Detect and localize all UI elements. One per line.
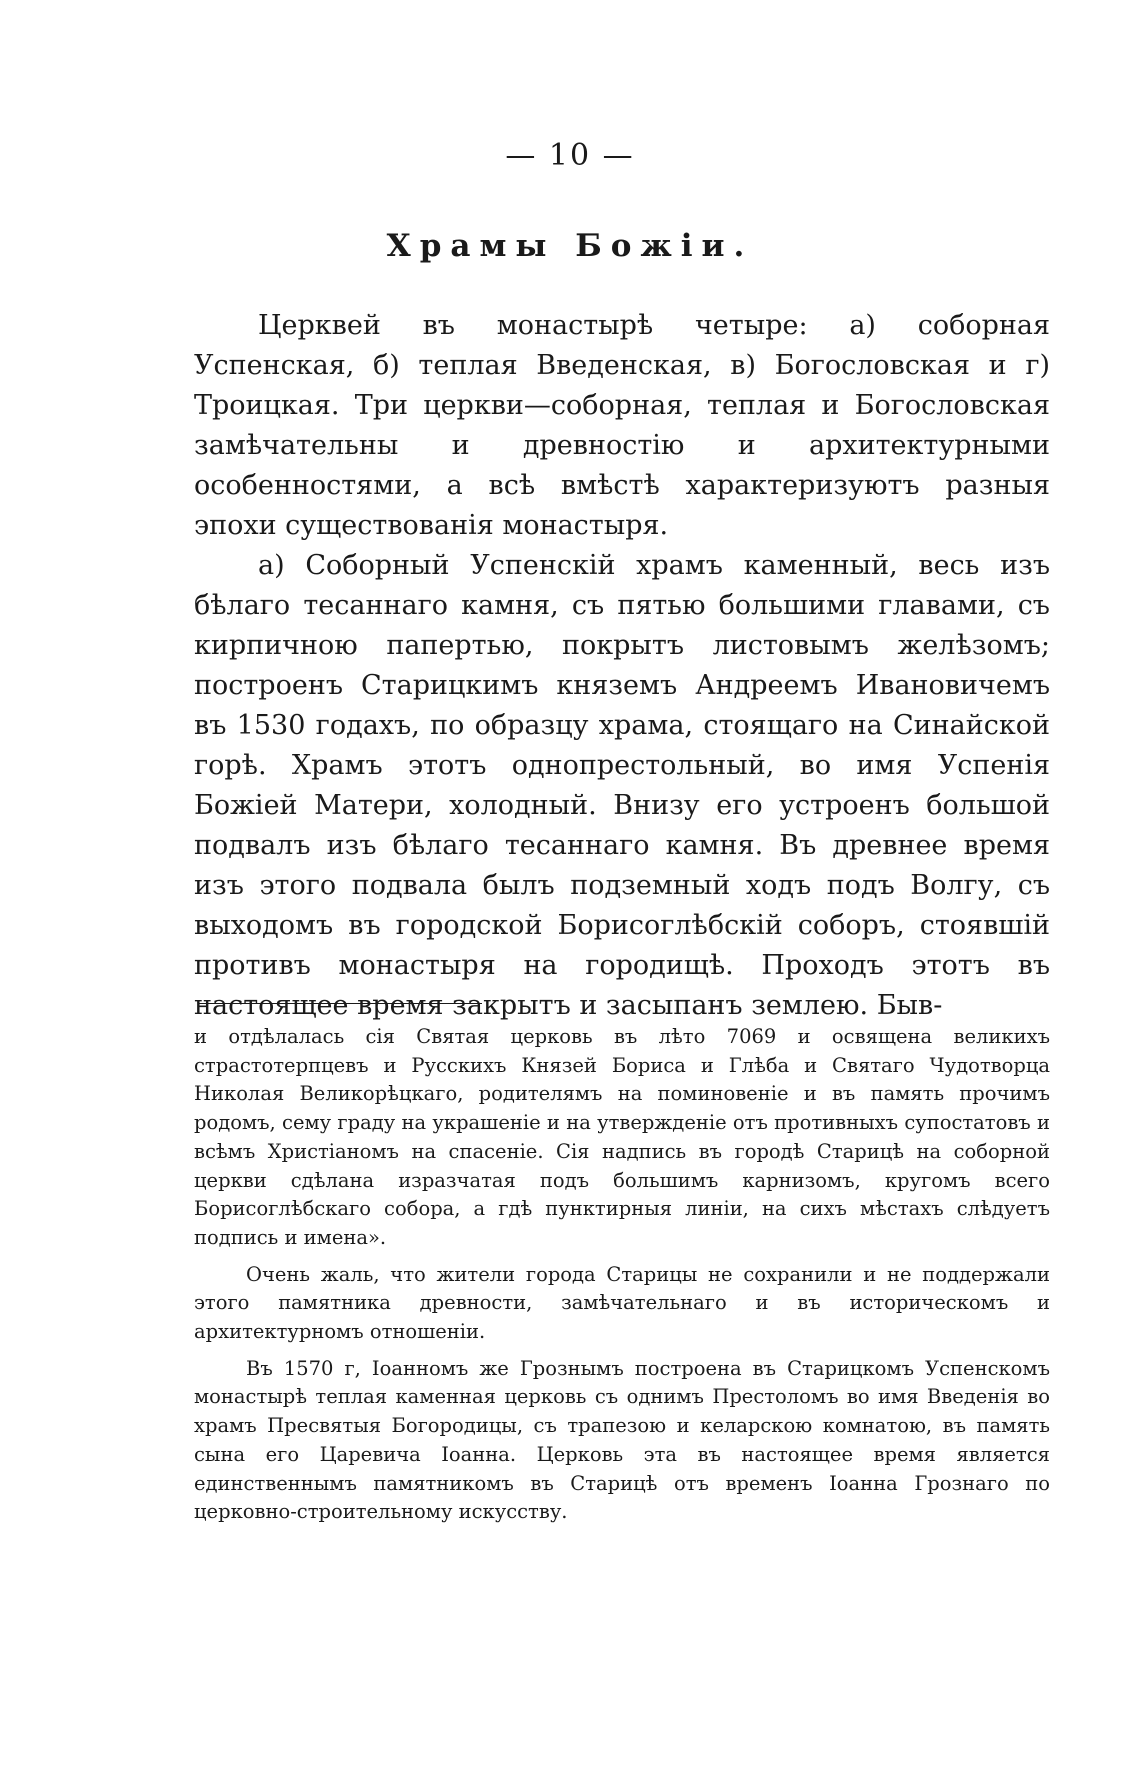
- footnote-paragraph: и отдѣлалась сія Святая церковь въ лѣто 7069 и освящена великихъ страстотерпцевъ и Русскихъ Князей Бориса и Глѣба и Святаго Чудотворца Николая Великорѣцкаго, родителямъ на поминовеніе и въ память прочимъ родомъ, сему граду на украшеніе и на утвержденіе отъ противныхъ супостатовъ и всѣмъ Христіаномъ на спасеніе. Сія надпись въ городѣ Старицѣ на соборной церкви сдѣлана изразчатая подъ большимъ карнизомъ, кругомъ всего Борисоглѣбскаго собора, а гдѣ пунктирныя линіи, на сихъ мѣстахъ слѣдуетъ подпись и имена».: [194, 1025, 1050, 1249]
- page-number: — 10 —: [505, 138, 635, 173]
- section-title: Храмы Божіи.: [386, 228, 754, 264]
- footnote-divider: [198, 1003, 482, 1004]
- paragraph: а) Соборный Успенскій храмъ каменный, весь изъ бѣлаго тесаннаго камня, съ пятью большими главами, съ кирпичною папертью, покрытъ листовымъ желѣзомъ; построенъ Старицкимъ княземъ Андреемъ Ивановичемъ въ 1530 годахъ, по образцу храма, стоящаго на Синайской горѣ. Храмъ этотъ однопрестольный, во имя Успенія Божіей Матери, холодный. Внизу его устроенъ большой подвалъ изъ бѣлаго тесаннаго камня. Въ древнее время изъ этого подвала былъ подземный ходъ подъ Волгу, съ выходомъ въ городской Борисоглѣбскій соборъ, стоявшій противъ монастыря на городищѣ. Проходъ этотъ въ настоящее время закрытъ и засыпанъ землею. Быв-: [194, 550, 1050, 1021]
- main-text: [194, 306, 1050, 1026]
- footnote-paragraph: Въ 1570 г, Іоанномъ же Грознымъ построена въ Старицкомъ Успенскомъ монастырѣ теплая каменная церковь съ однимъ Престоломъ во имя Введенія во храмъ Пресвятыя Богородицы, съ трапезою и келарскою комнатою, въ память сына его Царевича Іоанна. Церковь эта въ настоящее время является единственнымъ памятникомъ въ Старицѣ отъ временъ Іоанна Грознаго по церковно-строительному искусству.: [194, 1356, 1050, 1524]
- footnote-paragraph: Очень жаль, что жители города Старицы не сохранили и не поддержали этого памятника древности, замѣчательнаго и въ историческомъ и архитектурномъ отношеніи.: [194, 1262, 1050, 1344]
- paragraph: Церквей въ монастырѣ четыре: а) соборная Успенская, б) теплая Введенская, в) Богословская и г) Троицкая. Три церкви—соборная, теплая и Богословская замѣчательны и древностію и архитектурными особенностями, а всѣ вмѣстѣ характеризуютъ разныя эпохи существованія монастыря.: [194, 310, 1050, 541]
- footnotes: [194, 1023, 1050, 1527]
